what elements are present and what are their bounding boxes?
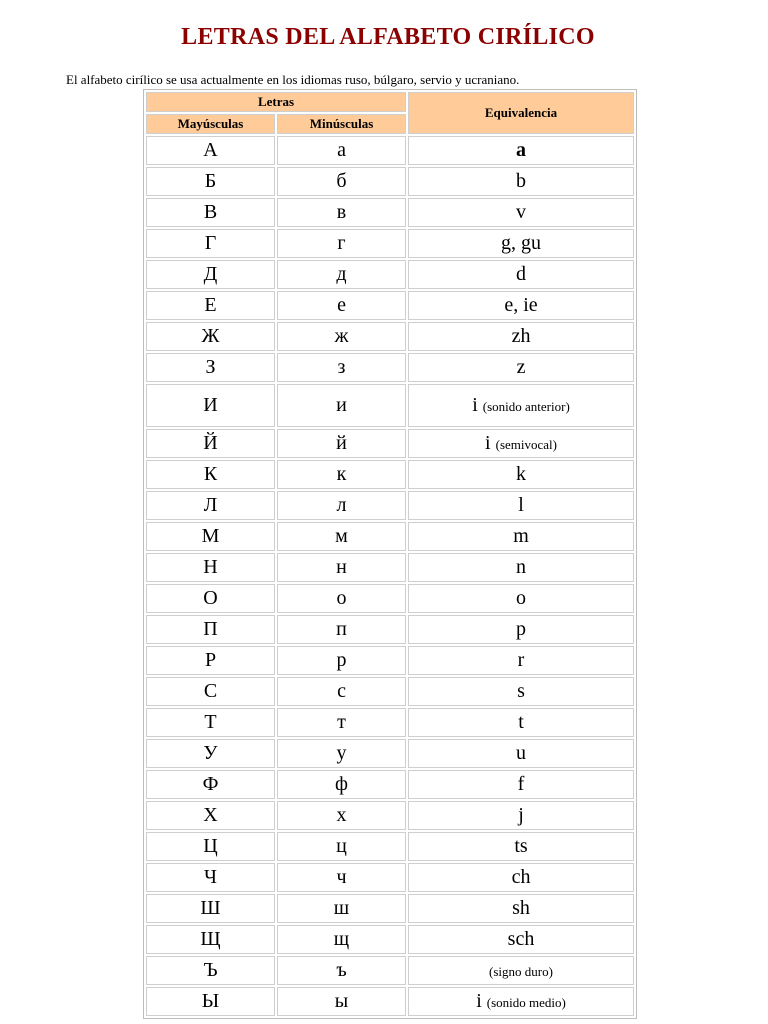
equivalence-value: i bbox=[472, 394, 478, 416]
lowercase-letter-cell: б bbox=[277, 167, 406, 196]
equivalence-cell bbox=[408, 491, 634, 520]
equivalence-cell bbox=[408, 615, 634, 644]
equivalence-cell bbox=[408, 229, 634, 258]
equivalence-note: (sonido medio) bbox=[486, 995, 566, 1010]
table-row bbox=[146, 584, 634, 613]
equivalence-cell bbox=[408, 260, 634, 289]
equivalence-value: i bbox=[476, 990, 482, 1012]
equivalence-value: sh bbox=[512, 897, 530, 919]
equivalence-value: z bbox=[516, 356, 526, 378]
table-row bbox=[146, 863, 634, 892]
equivalence-cell bbox=[408, 429, 634, 458]
equivalence-value: d bbox=[516, 263, 527, 285]
lowercase-letter-cell: е bbox=[277, 291, 406, 320]
equivalence-note: (signo duro) bbox=[489, 964, 553, 979]
uppercase-letter-cell: Р bbox=[146, 646, 275, 675]
equivalence-cell bbox=[408, 136, 634, 165]
table-row bbox=[146, 708, 634, 737]
uppercase-letter-cell: Ш bbox=[146, 894, 275, 923]
equivalence-value: n bbox=[516, 556, 527, 578]
table-row bbox=[146, 136, 634, 165]
table-row bbox=[146, 646, 634, 675]
table-row bbox=[146, 615, 634, 644]
header-equivalencia: Equivalencia bbox=[408, 92, 634, 134]
equivalence-cell bbox=[408, 987, 634, 1016]
equivalence-cell bbox=[408, 322, 634, 351]
equivalence-cell bbox=[408, 801, 634, 830]
equivalence-cell bbox=[408, 832, 634, 861]
equivalence-value: v bbox=[516, 201, 527, 223]
header-mayusculas: Mayúsculas bbox=[146, 114, 275, 134]
uppercase-letter-cell: П bbox=[146, 615, 275, 644]
lowercase-letter-cell: ш bbox=[277, 894, 406, 923]
equivalence-value: b bbox=[516, 170, 527, 192]
uppercase-letter-cell: Ж bbox=[146, 322, 275, 351]
uppercase-letter-cell: Д bbox=[146, 260, 275, 289]
header-minusculas: Minúsculas bbox=[277, 114, 406, 134]
uppercase-letter-cell: К bbox=[146, 460, 275, 489]
equivalence-value: u bbox=[516, 742, 527, 764]
uppercase-letter-cell: Б bbox=[146, 167, 275, 196]
lowercase-letter-cell: и bbox=[277, 384, 406, 427]
equivalence-value: f bbox=[517, 773, 525, 795]
table-row bbox=[146, 229, 634, 258]
table-row bbox=[146, 260, 634, 289]
uppercase-letter-cell: Н bbox=[146, 553, 275, 582]
table-row bbox=[146, 956, 634, 985]
header-letras: Letras bbox=[146, 92, 406, 112]
lowercase-letter-cell: д bbox=[277, 260, 406, 289]
lowercase-letter-cell: с bbox=[277, 677, 406, 706]
equivalence-cell bbox=[408, 770, 634, 799]
lowercase-letter-cell: ы bbox=[277, 987, 406, 1016]
uppercase-letter-cell: У bbox=[146, 739, 275, 768]
uppercase-letter-cell: Е bbox=[146, 291, 275, 320]
equivalence-cell bbox=[408, 553, 634, 582]
lowercase-letter-cell: р bbox=[277, 646, 406, 675]
lowercase-letter-cell: т bbox=[277, 708, 406, 737]
table-row bbox=[146, 677, 634, 706]
uppercase-letter-cell: Г bbox=[146, 229, 275, 258]
equivalence-value: ts bbox=[514, 835, 528, 857]
lowercase-letter-cell: х bbox=[277, 801, 406, 830]
uppercase-letter-cell: Ч bbox=[146, 863, 275, 892]
equivalence-cell bbox=[408, 956, 634, 985]
uppercase-letter-cell: З bbox=[146, 353, 275, 382]
table-row bbox=[146, 322, 634, 351]
equivalence-cell bbox=[408, 708, 634, 737]
lowercase-letter-cell: у bbox=[277, 739, 406, 768]
lowercase-letter-cell: п bbox=[277, 615, 406, 644]
uppercase-letter-cell: Т bbox=[146, 708, 275, 737]
uppercase-letter-cell: Ы bbox=[146, 987, 275, 1016]
equivalence-value: e, ie bbox=[504, 294, 538, 316]
table-row bbox=[146, 832, 634, 861]
lowercase-letter-cell: м bbox=[277, 522, 406, 551]
equivalence-value: l bbox=[518, 494, 524, 516]
equivalence-value: zh bbox=[511, 325, 531, 347]
lowercase-letter-cell: л bbox=[277, 491, 406, 520]
equivalence-value: i bbox=[485, 432, 491, 454]
lowercase-letter-cell: й bbox=[277, 429, 406, 458]
table-row bbox=[146, 522, 634, 551]
table-row bbox=[146, 460, 634, 489]
equivalence-note: (semivocal) bbox=[495, 437, 557, 452]
uppercase-letter-cell: Щ bbox=[146, 925, 275, 954]
equivalence-value: r bbox=[517, 649, 525, 671]
equivalence-value: a bbox=[516, 139, 527, 161]
equivalence-cell bbox=[408, 198, 634, 227]
equivalence-value: sch bbox=[507, 928, 535, 950]
table-row bbox=[146, 770, 634, 799]
table-row bbox=[146, 291, 634, 320]
uppercase-letter-cell: В bbox=[146, 198, 275, 227]
lowercase-letter-cell: ч bbox=[277, 863, 406, 892]
uppercase-letter-cell: Л bbox=[146, 491, 275, 520]
lowercase-letter-cell: щ bbox=[277, 925, 406, 954]
uppercase-letter-cell: О bbox=[146, 584, 275, 613]
equivalence-cell bbox=[408, 894, 634, 923]
equivalence-cell bbox=[408, 925, 634, 954]
uppercase-letter-cell: Й bbox=[146, 429, 275, 458]
equivalence-value: g, gu bbox=[501, 232, 542, 254]
equivalence-value: s bbox=[517, 680, 525, 702]
lowercase-letter-cell: ж bbox=[277, 322, 406, 351]
equivalence-cell bbox=[408, 677, 634, 706]
uppercase-letter-cell: Х bbox=[146, 801, 275, 830]
equivalence-cell bbox=[408, 167, 634, 196]
equivalence-value: o bbox=[516, 587, 527, 609]
page-title: LETRAS DEL ALFABETO CIRÍLICO bbox=[181, 24, 595, 50]
uppercase-letter-cell: Ц bbox=[146, 832, 275, 861]
uppercase-letter-cell: И bbox=[146, 384, 275, 427]
table-row bbox=[146, 491, 634, 520]
uppercase-letter-cell: М bbox=[146, 522, 275, 551]
table-row bbox=[146, 384, 634, 427]
uppercase-letter-cell: Ф bbox=[146, 770, 275, 799]
intro-text: El alfabeto cirílico se usa actualmente en los idiomas ruso, búlgaro, servio y ucraniano. bbox=[66, 72, 520, 87]
uppercase-letter-cell: А bbox=[146, 136, 275, 165]
table-row bbox=[146, 553, 634, 582]
equivalence-cell bbox=[408, 522, 634, 551]
equivalence-cell bbox=[408, 384, 634, 427]
table-row bbox=[146, 167, 634, 196]
lowercase-letter-cell: а bbox=[277, 136, 406, 165]
equivalence-note: (sonido anterior) bbox=[482, 399, 570, 414]
equivalence-value: p bbox=[516, 618, 527, 640]
lowercase-letter-cell: о bbox=[277, 584, 406, 613]
equivalence-cell bbox=[408, 353, 634, 382]
table-row bbox=[146, 987, 634, 1016]
lowercase-letter-cell: ф bbox=[277, 770, 406, 799]
equivalence-cell bbox=[408, 646, 634, 675]
equivalence-value: k bbox=[516, 463, 527, 485]
table-row bbox=[146, 429, 634, 458]
uppercase-letter-cell: Ъ bbox=[146, 956, 275, 985]
lowercase-letter-cell: ц bbox=[277, 832, 406, 861]
table-row bbox=[146, 925, 634, 954]
lowercase-letter-cell: з bbox=[277, 353, 406, 382]
equivalence-cell bbox=[408, 863, 634, 892]
equivalence-value: j bbox=[518, 804, 524, 826]
header-row-top bbox=[146, 92, 634, 112]
equivalence-value: m bbox=[513, 525, 529, 547]
table-row bbox=[146, 198, 634, 227]
equivalence-cell bbox=[408, 460, 634, 489]
equivalence-value: ch bbox=[511, 866, 531, 888]
equivalence-cell bbox=[408, 291, 634, 320]
lowercase-letter-cell: в bbox=[277, 198, 406, 227]
lowercase-letter-cell: ъ bbox=[277, 956, 406, 985]
table-row bbox=[146, 739, 634, 768]
lowercase-letter-cell: н bbox=[277, 553, 406, 582]
equivalence-cell bbox=[408, 584, 634, 613]
lowercase-letter-cell: г bbox=[277, 229, 406, 258]
alphabet-table bbox=[143, 89, 637, 1019]
uppercase-letter-cell: С bbox=[146, 677, 275, 706]
lowercase-letter-cell: к bbox=[277, 460, 406, 489]
table-row bbox=[146, 353, 634, 382]
equivalence-cell bbox=[408, 739, 634, 768]
table-row bbox=[146, 894, 634, 923]
equivalence-value: t bbox=[518, 711, 524, 733]
table-row bbox=[146, 801, 634, 830]
